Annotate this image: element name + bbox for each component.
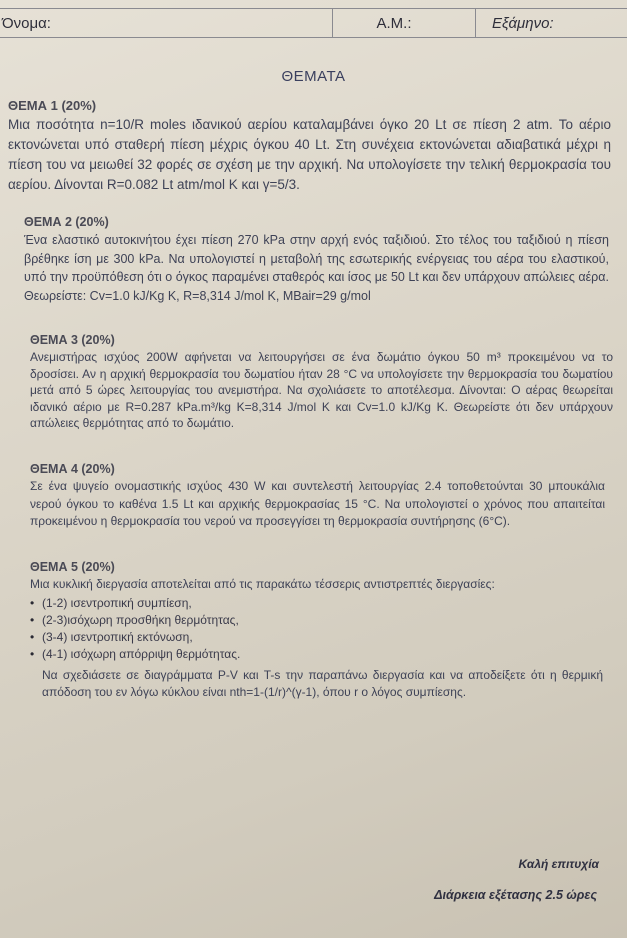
topic-4-heading: ΘΕΜΑ 4 (20%): [30, 462, 115, 476]
topic-3-text: Ανεμιστήρας ισχύος 200W αφήνεται να λειτουργήσει σε ένα δωμάτιο όγκου 50 m³ προκειμένου να το δροσίσει. Αν η αρχική θερμοκρασία του δωματίου ήταν 28 °C να υπολογίσετε την θερμοκρασία του δωματίου μετά από 5 ώρες λειτουργίας του ανεμιστήρα. Να σχολιάσετε το αποτέλεσμα. Δίνονται: Ο αέρας θεωρείται ιδανικό αέριο με R=0.287 kPa.m³/kg K=8,314 J/mol K και Cv=1.0 kJ/Kg K. Θεωρείστε ότι δεν υπάρχουν απώλειες θερμότητας από το δωμάτιο.: [30, 350, 613, 430]
semester-field-label: Εξάμηνο:: [492, 15, 554, 32]
list-item: • (4-1) ισόχωρη απόρριψη θερμότητας.: [30, 646, 603, 663]
list-item: • (1-2) ισεντροπική συμπίεση,: [30, 595, 603, 612]
topic-1-text: Μια ποσότητα n=10/R moles ιδανικού αερίου καταλαμβάνει όγκο 20 Lt σε πίεση 2 atm. Το αέριο εκτονώνεται υπό σταθερή πίεση μέχρις όγκου 40 Lt. Στη συνέχεια εκτονώνεται αδιαβατικά μέχρι η πίεση του να μειωθεί 32 φορές σε σχέση με την αρχική. Να υπολογίσετε την τελική θερμοκρασία του αερίου. Δίνονται R=0.082 Lt atm/mol K και γ=5/3.: [8, 117, 611, 192]
good-luck-text: Καλή επιτυχία: [518, 857, 599, 871]
process-list: [30, 595, 603, 663]
topic-1: [0, 98, 627, 195]
topic-4: [0, 462, 627, 531]
exam-duration-text: Διάρκεια εξέτασης 2.5 ώρες: [434, 888, 597, 902]
list-item: • (2-3)ισόχωρη προσθήκη θερμότητας,: [30, 612, 603, 629]
topic-4-text: Σε ένα ψυγείο ονομαστικής ισχύος 430 W και συντελεστή λειτουργίας 2.4 τοποθετούνται 30 μπουκάλια νερού όγκου το καθένα 1.5 Lt και αρχικής θερμοκρασίας 15 °C. Να υπολογιστεί ο χρόνος που απαιτείται προκειμένου η θερμοκρασία του νερού να προσεγγίσει τη θερμοκρασία συντήρησης (6°C).: [30, 479, 605, 528]
topic-2: [0, 215, 627, 305]
topic-1-heading: ΘΕΜΑ 1 (20%): [8, 98, 97, 113]
topic-5-heading: ΘΕΜΑ 5 (20%): [30, 560, 115, 574]
topic-3: [0, 333, 627, 432]
topic-5: [0, 560, 627, 701]
student-info-header: [0, 8, 627, 38]
topic-5-intro: Μια κυκλική διεργασία αποτελείται από τις παρακάτω τέσσερις αντιστρεπτές διεργασίες:: [30, 577, 495, 591]
topic-5-outro: Να σχεδιάσετε σε διαγράμματα P-V και T-s την παραπάνω διεργασία και να αποδείξετε ότι η θερμική απόδοση του εν λόγω κύκλου είναι nth=1-(1/r)^(γ-1), όπου r ο λόγος συμπίεσης.: [42, 668, 603, 699]
am-field-label: Α.Μ.:: [333, 9, 476, 37]
name-field-label: Όνομα:: [0, 9, 333, 37]
topic-3-heading: ΘΕΜΑ 3 (20%): [30, 333, 115, 347]
topic-2-text: Ένα ελαστικό αυτοκινήτου έχει πίεση 270 kPa στην αρχή ενός ταξιδιού. Στο τέλος του ταξιδιού η πίεση βρέθηκε ίση με 300 kPa. Να υπολογιστεί η μεταβολή της εσωτερικής ενέργειας του αέρα του ελαστικού, υπό την προϋπόθεση ότι ο όγκος παραμένει σταθερός και ίσος με 50 Lt και δεν υπάρχουν απώλειες αέρα. Θεωρείστε: Cv=1.0 kJ/Kg K, R=8,314 J/mol K, MBair=29 g/mol: [24, 233, 609, 303]
list-item: • (3-4) ισεντροπική εκτόνωση,: [30, 629, 603, 646]
page-title: ΘΕΜΑΤΑ: [281, 68, 346, 85]
topic-2-heading: ΘΕΜΑ 2 (20%): [24, 215, 109, 229]
